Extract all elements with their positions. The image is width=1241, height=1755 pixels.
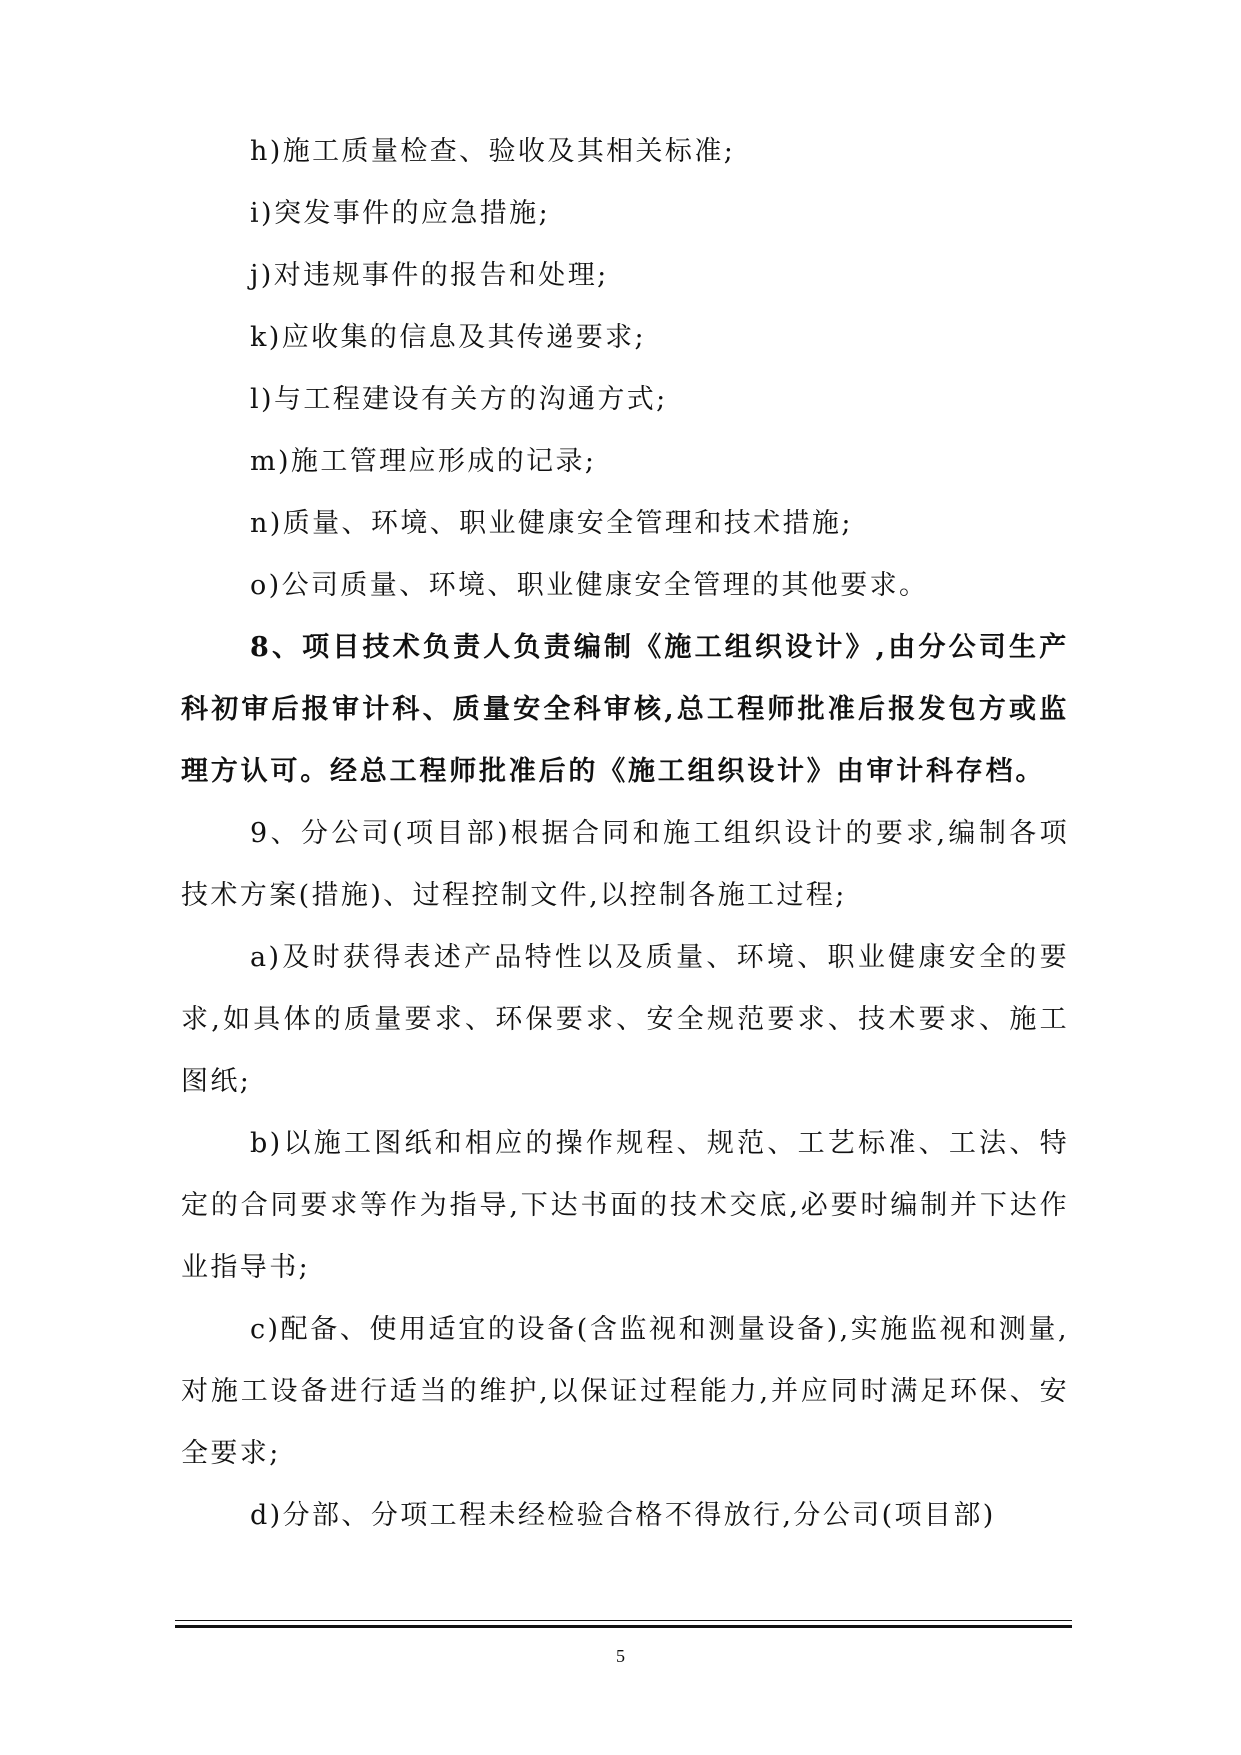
list-item-h: h)施工质量检查、验收及其相关标准; (250, 136, 736, 167)
list-item-b: b)以施工图纸和相应的操作规程、规范、工艺标准、工法、特定的合同要求等作为指导,下达书面的技术交底,必要时编制并下达作业指导书; (181, 1128, 1069, 1283)
list-item-a: a)及时获得表述产品特性以及质量、环境、职业健康安全的要求,如具体的质量要求、环保要求、安全规范要求、技术要求、施工图纸; (181, 942, 1069, 1097)
list-item-m: m)施工管理应形成的记录; (250, 446, 597, 477)
list-item-l: l)与工程建设有关方的沟通方式; (250, 384, 668, 415)
document-body (181, 121, 1069, 1547)
list-item-j: j)对违规事件的报告和处理; (250, 260, 609, 291)
list-item-k: k)应收集的信息及其传递要求; (250, 322, 646, 353)
list-item-i: i)突发事件的应急措施; (250, 198, 551, 229)
page-number: 5 (616, 1646, 625, 1666)
footer-rule-thin (175, 1620, 1072, 1621)
clause-9: 9、分公司(项目部)根据合同和施工组织设计的要求,编制各项技术方案(措施)、过程控制文件,以控制各施工过程; (181, 818, 1069, 911)
list-item-o: o)公司质量、环境、职业健康安全管理的其他要求。 (250, 570, 929, 601)
clause-8-bold: 8、项目技术负责人负责编制《施工组织设计》,由分公司生产科初审后报审计科、质量安全科审核,总工程师批准后报发包方或监理方认可。经总工程师批准后的《施工组织设计》由审计科存档。 (181, 632, 1069, 787)
list-item-n: n)质量、环境、职业健康安全管理和技术措施; (250, 508, 853, 539)
footer-rule-thick (175, 1625, 1072, 1628)
list-item-c: c)配备、使用适宜的设备(含监视和测量设备),实施监视和测量,对施工设备进行适当的维护,以保证过程能力,并应同时满足环保、安全要求; (181, 1314, 1069, 1469)
list-item-d: d)分部、分项工程未经检验合格不得放行,分公司(项目部) (250, 1500, 996, 1531)
